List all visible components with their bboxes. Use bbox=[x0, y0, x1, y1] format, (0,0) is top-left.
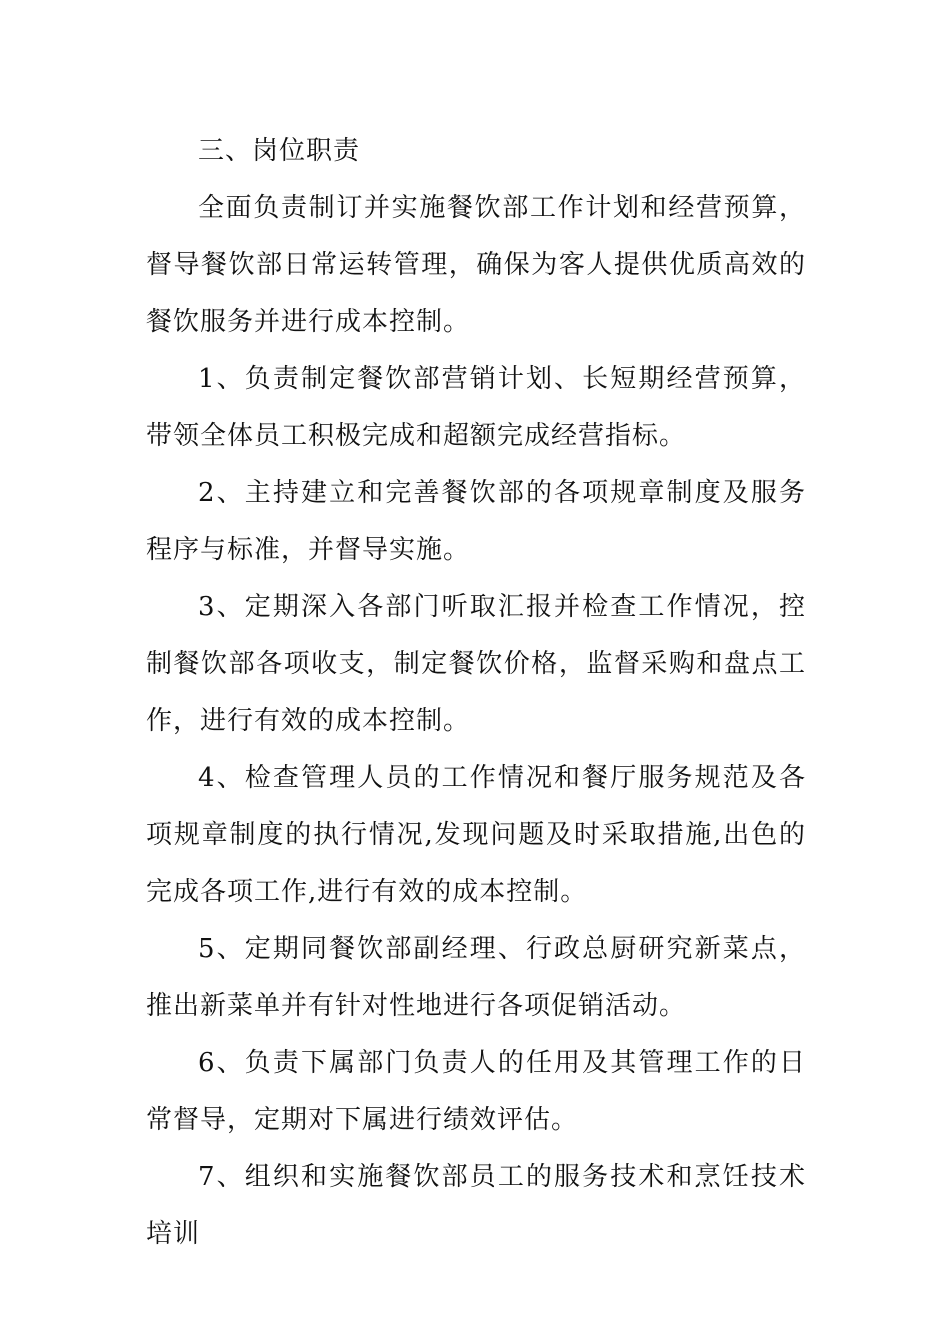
document-body bbox=[146, 123, 806, 1263]
duty-item-3: 3、定期深入各部门听取汇报并检查工作情况，控制餐饮部各项收支，制定餐饮价格，监督采购和盘点工作，进行有效的成本控制。 bbox=[146, 592, 806, 736]
duty-item-7: 7、组织和实施餐饮部员工的服务技术和烹饪技术培训 bbox=[146, 1162, 806, 1249]
duty-item-5: 5、定期同餐饮部副经理、行政总厨研究新菜点，推出新菜单并有针对性地进行各项促销活动。 bbox=[146, 934, 806, 1021]
duty-item-6: 6、负责下属部门负责人的任用及其管理工作的日常督导，定期对下属进行绩效评估。 bbox=[146, 1048, 806, 1135]
intro-paragraph: 全面负责制订并实施餐饮部工作计划和经营预算，督导餐饮部日常运转管理，确保为客人提供优质高效的餐饮服务并进行成本控制。 bbox=[146, 193, 806, 337]
duty-item-4: 4、检查管理人员的工作情况和餐厅服务规范及各项规章制度的执行情况,发现问题及时采取措施,出色的完成各项工作,进行有效的成本控制。 bbox=[146, 763, 806, 907]
section-heading: 三、岗位职责 bbox=[198, 136, 361, 166]
duty-item-2: 2、主持建立和完善餐饮部的各项规章制度及服务程序与标准，并督导实施。 bbox=[146, 478, 806, 565]
duty-item-1: 1、负责制定餐饮部营销计划、长短期经营预算，带领全体员工积极完成和超额完成经营指标。 bbox=[146, 364, 806, 451]
